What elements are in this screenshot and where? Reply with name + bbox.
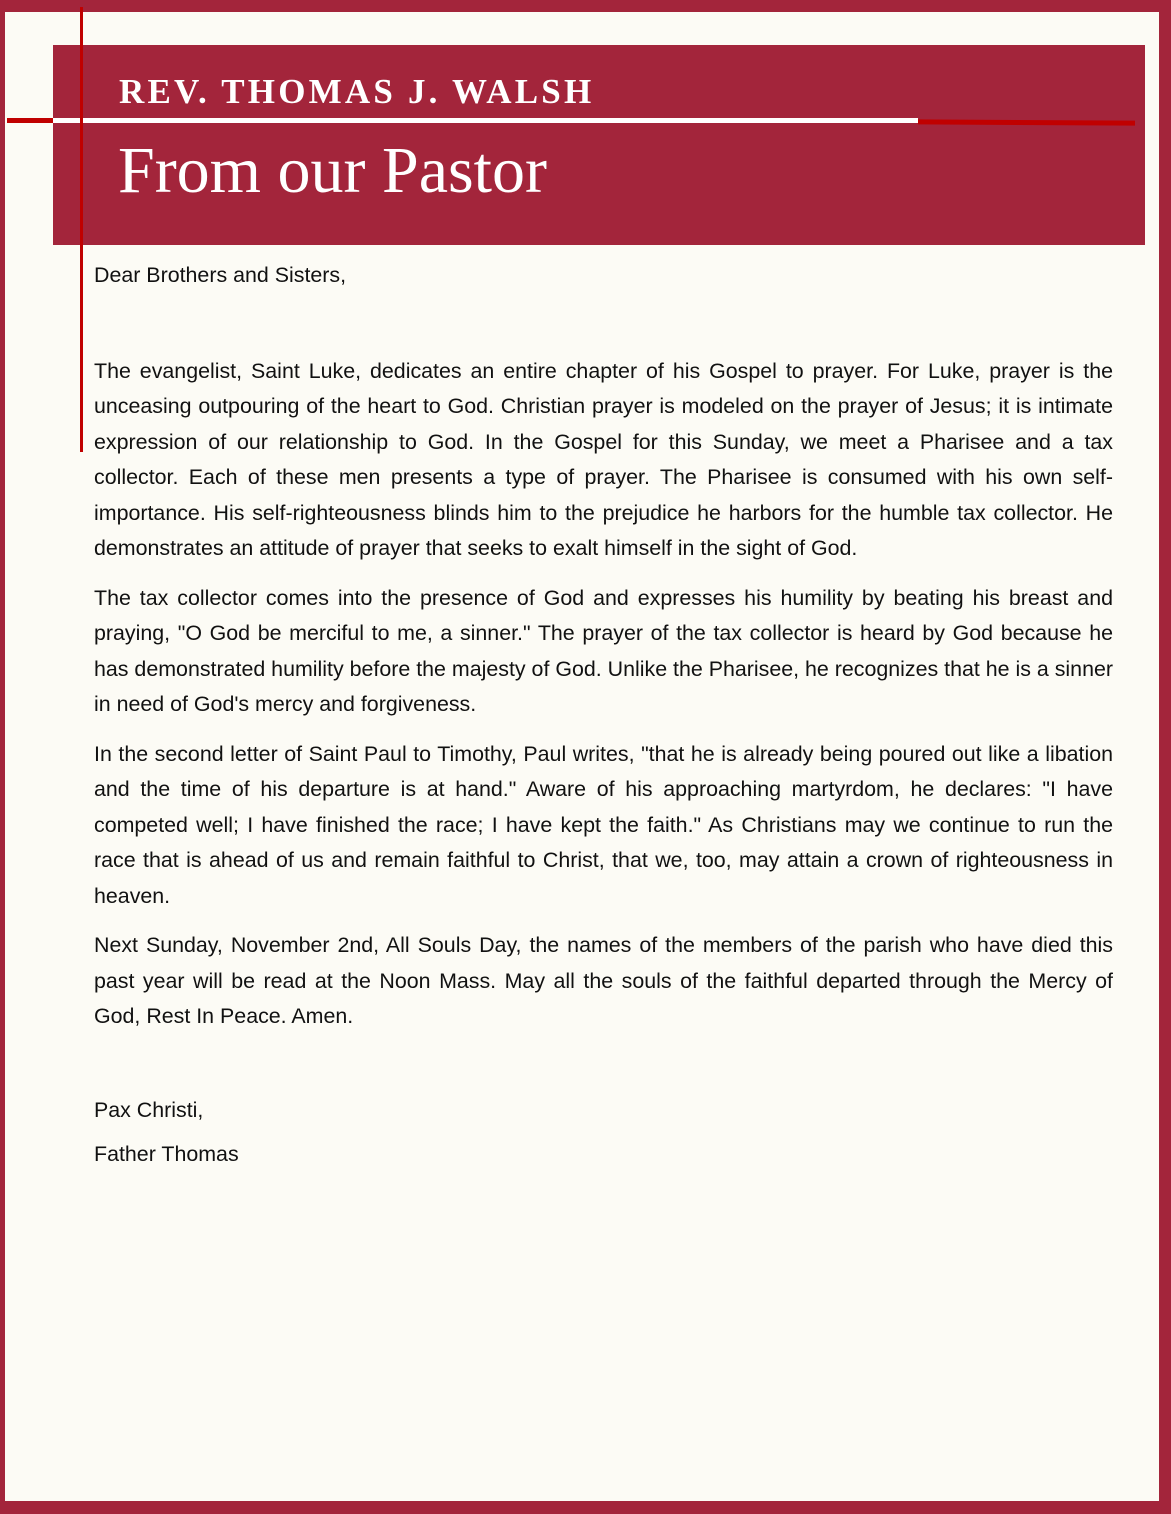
letter-paragraph: The tax collector comes into the presence of God and expresses his humility by beating his breast and praying, "O God be merciful to me, a sinner." The prayer of the tax collector is heard by God because he has demonstrated humility before the majesty of God. Unlike the Pharisee, he recognizes that he is a sinner in need of God's mercy and forgiveness. [94, 585, 1113, 716]
letter-greeting: Dear Brothers and Sisters, [94, 263, 347, 287]
letter-body [94, 258, 1113, 1182]
letter-paragraph: Next Sunday, November 2nd, All Souls Day, the names of the members of the parish who have died this past year will be read at the Noon Mass. May all the souls of the faithful departed through the Mercy of God, Rest In Peace. Amen. [94, 933, 1113, 1028]
header-divider-white [53, 118, 918, 123]
header-divider-red-left [7, 118, 53, 123]
page-title: From our Pastor [118, 134, 547, 207]
letter-paragraph: The evangelist, Saint Luke, dedicates an entire chapter of his Gospel to prayer. For Luke, prayer is the unceasing outpouring of the heart to God. Christian prayer is modeled on the prayer of Jesus; it is intimate expression of our relationship to God. In the Gospel for this Sunday, we meet a Pharisee and a tax collector. Each of these men presents a type of prayer. The Pharisee is consumed with his own self-importance. His self-righteousness blinds him to the prejudice he harbors for the humble tax collector. He demonstrates an attitude of prayer that seeks to exalt himself in the sight of God. [94, 358, 1113, 560]
letter-closing: Pax Christi, [94, 1097, 204, 1122]
letter-signature: Father Thomas [94, 1142, 239, 1166]
author-kicker: REV. THOMAS J. WALSH [119, 72, 595, 111]
vertical-accent-rule [80, 7, 83, 452]
letter-paragraph: In the second letter of Saint Paul to Timothy, Paul writes, "that he is already being poured out like a libation and the time of his departure is at hand." Aware of his approaching martyrdom, he declares: "I have competed well; I have finished the race; I have kept the faith." As Christians may we continue to run the race that is ahead of us and remain faithful to Christ, that we, too, may attain a crown of righteousness in heaven. [94, 741, 1113, 908]
spacer [94, 1049, 1113, 1093]
